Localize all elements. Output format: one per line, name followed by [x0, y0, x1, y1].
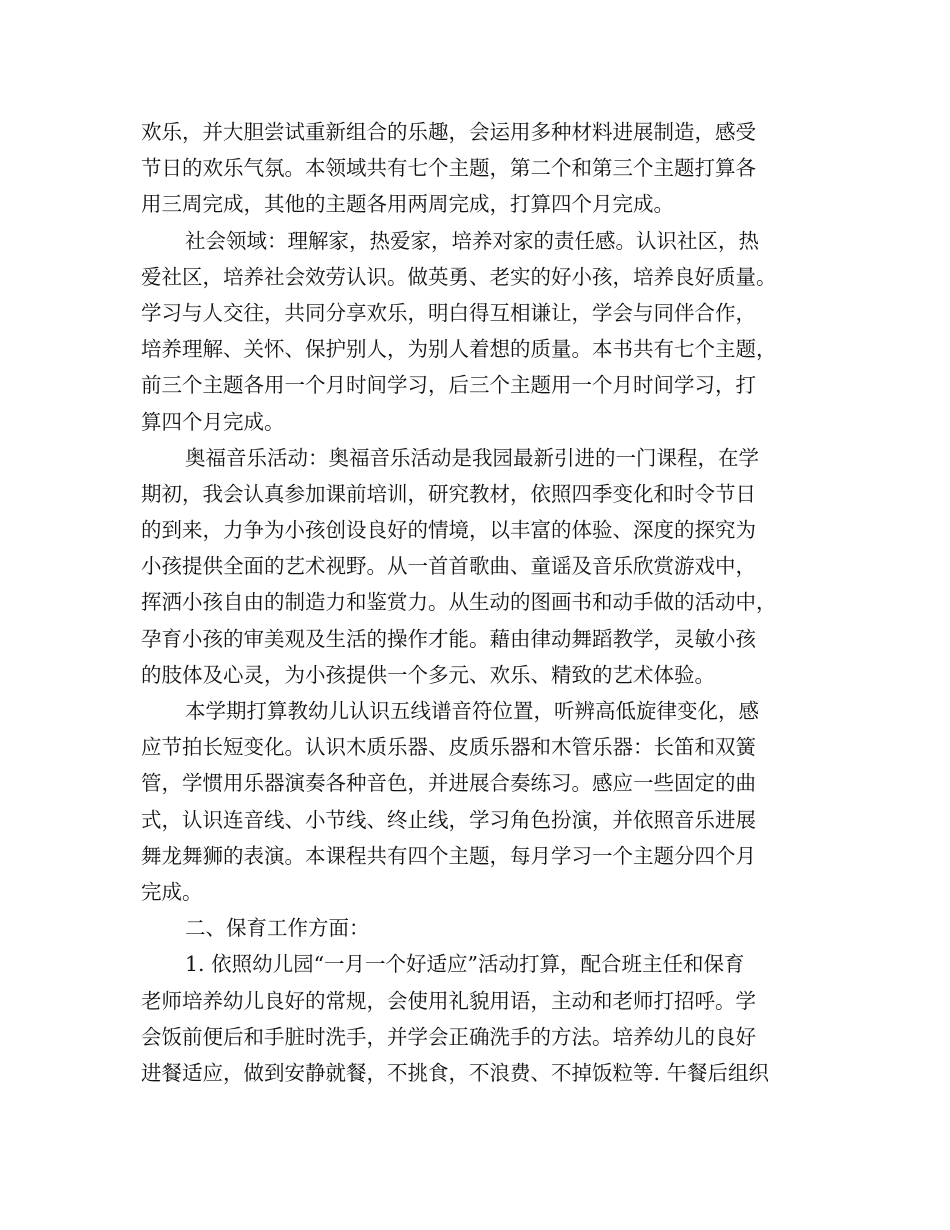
- text-line: 二、保育工作方面：: [185, 916, 370, 941]
- text-line: 式，认识连音线、小节线、终止线，学习角色扮演，并依照音乐进展: [141, 807, 756, 832]
- text-line: 会饭前便后和手脏时洗手，并学会正确洗手的方法。培养幼儿的良好: [141, 1024, 756, 1049]
- text-line: 进餐适应，做到安静就餐，不挑食，不浪费、不掉饭粒等. 午餐后组织: [141, 1060, 770, 1085]
- text-line: 算四个月完成。: [141, 409, 285, 434]
- text-line: 孕育小孩的审美观及生活的操作才能。藉由律动舞蹈教学，灵敏小孩: [141, 626, 756, 651]
- text-line: 社会领域：理解家，热爱家，培养对家的责任感。认识社区，热: [185, 228, 759, 253]
- text-line: 用三周完成，其他的主题各用两周完成，打算四个月完成。: [141, 192, 674, 217]
- text-line: 前三个主题各用一个月时间学习，后三个主题用一个月时间学习，打: [141, 373, 756, 398]
- text-line: 挥洒小孩自由的制造力和鉴赏力。从生动的图画书和动手做的活动中，: [141, 590, 777, 615]
- text-line: 学习与人交往，共同分享欢乐，明白得互相谦让，学会与同伴合作，: [141, 300, 756, 325]
- text-line: 1. 依照幼儿园“一月一个好适应”活动打算，配合班主任和保育: [185, 952, 745, 977]
- text-line: 奥福音乐活动：奥福音乐活动是我园最新引进的一门课程，在学: [185, 445, 759, 470]
- text-line: 欢乐，并大胆尝试重新组合的乐趣，会运用多种材料进展制造，感受: [141, 120, 756, 144]
- text-line: 完成。: [141, 879, 203, 904]
- text-line: 的到来，力争为小孩创设良好的情境，以丰富的体验、深度的探究为: [141, 518, 756, 543]
- text-line: 管，学惯用乐器演奏各种音色，并进展合奏练习。感应一些固定的曲: [141, 771, 756, 796]
- document-body: [141, 114, 811, 1091]
- text-line: 舞龙舞狮的表演。本课程共有四个主题，每月学习一个主题分四个月: [141, 843, 756, 868]
- text-line: 期初，我会认真参加课前培训，研究教材，依照四季变化和时令节日: [141, 481, 756, 506]
- text-line: 培养理解、关怀、保护别人，为别人着想的质量。本书共有七个主题，: [141, 337, 777, 362]
- text-line: 的肢体及心灵，为小孩提供一个多元、欢乐、精致的艺术体验。: [141, 662, 715, 687]
- text-line: 应节拍长短变化。认识木质乐器、皮质乐器和木管乐器：长笛和双簧: [141, 735, 756, 760]
- text-line: 老师培养幼儿良好的常规，会使用礼貌用语，主动和老师打招呼。学: [141, 988, 756, 1013]
- text-line: 节日的欢乐气氛。本领域共有七个主题，第二个和第三个主题打算各: [141, 156, 756, 181]
- text-line: 爱社区，培养社会效劳认识。做英勇、老实的好小孩，培养良好质量。: [141, 264, 777, 289]
- text-line: 小孩提供全面的艺术视野。从一首首歌曲、童谣及音乐欣赏游戏中，: [141, 554, 756, 579]
- text-line: 本学期打算教幼儿认识五线谱音符位置，听辨高低旋律变化，感: [185, 699, 759, 723]
